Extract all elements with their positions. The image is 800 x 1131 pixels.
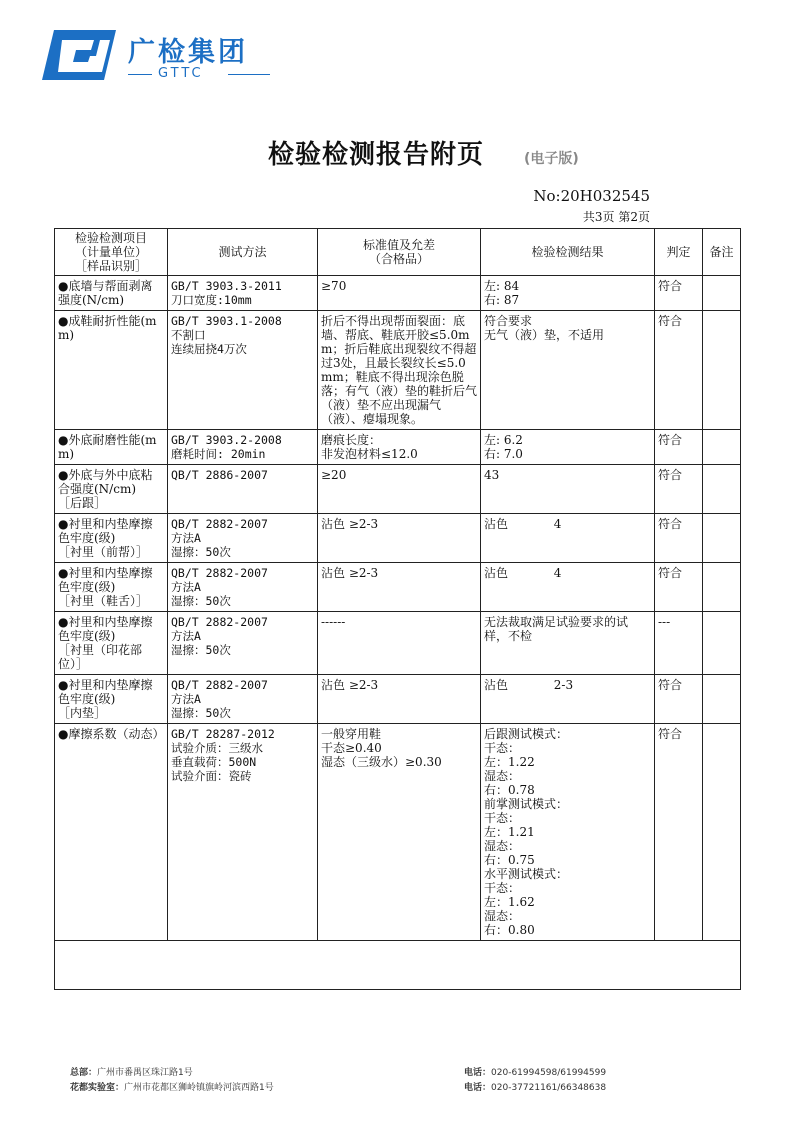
cell-judgement: 符合: [655, 276, 703, 311]
cell-item: ●外底耐磨性能(mm): [55, 430, 168, 465]
report-title: 检验检测报告附页: [267, 140, 484, 170]
cell-item: ●底墙与帮面剥离强度(N/cm): [55, 276, 168, 311]
cell-standard: 沾色 ≥2-3: [318, 563, 481, 612]
table-row: [55, 675, 741, 724]
table-row: [55, 311, 741, 430]
cell-standard: 一般穿用鞋 干态≥0.40 湿态（三级水）≥0.30: [318, 724, 481, 941]
footer-tel-2: 020-37721161/66348638: [491, 1083, 607, 1093]
header-remark: 备注: [703, 229, 741, 276]
cell-item: ●衬里和内垫摩擦色牢度(级) ［衬里（鞋舌）］: [55, 563, 168, 612]
cell-standard: ≥20: [318, 465, 481, 514]
cell-judgement: 符合: [655, 675, 703, 724]
cell-remark: [703, 675, 741, 724]
cell-remark: [703, 563, 741, 612]
table-row: [55, 276, 741, 311]
cell-standard: ≥70: [318, 276, 481, 311]
footer-lab-address: 广州市花都区狮岭镇旗岭河滨西路1号: [124, 1083, 274, 1093]
cell-result: 左: 6.2 右: 7.0: [481, 430, 655, 465]
logo-divider-right: [228, 74, 270, 75]
cell-remark: [703, 311, 741, 430]
table-row: [55, 563, 741, 612]
table-row: [55, 430, 741, 465]
table-body: [55, 276, 741, 990]
cell-judgement: 符合: [655, 724, 703, 941]
company-name-en-wrap: [128, 66, 270, 82]
header-standard: 标准值及允差 （合格品）: [318, 229, 481, 276]
cell-remark: [703, 612, 741, 675]
blank-cell: [55, 941, 741, 990]
footer-addresses: [70, 1066, 274, 1096]
footer-tel-1: 020-61994598/61994599: [491, 1068, 607, 1078]
header-result: 检验检测结果: [481, 229, 655, 276]
cell-method: QB/T 2882-2007 方法A 湿擦：50次: [168, 563, 318, 612]
page-info: 共3页 第2页: [582, 210, 650, 224]
cell-result: 43: [481, 465, 655, 514]
footer-hq-line: [70, 1066, 274, 1081]
footer-tel-line-1: [464, 1066, 606, 1081]
edition-label: (电子版): [524, 151, 579, 167]
report-number: No:20H032545: [533, 187, 650, 205]
table-row: [55, 465, 741, 514]
footer-lab-line: [70, 1081, 274, 1096]
header-judgement: 判定: [655, 229, 703, 276]
cell-remark: [703, 465, 741, 514]
cell-method: QB/T 2886-2007: [168, 465, 318, 514]
cell-method: QB/T 2882-2007 方法A 湿擦：50次: [168, 612, 318, 675]
header-method: 测试方法: [168, 229, 318, 276]
cell-result: 后跟测试模式： 干态： 左：1.22 湿态： 右：0.78 前掌测试模式： 干态： 左：1.21 湿态： 右：0.75 水平测试模式： 干态： 左：1.62 湿态： 右：0.80: [481, 724, 655, 941]
results-table: [54, 228, 741, 990]
cell-judgement: ---: [655, 612, 703, 675]
cell-method: GB/T 28287-2012 试验介质：三级水 垂直载荷：500N 试验介面：瓷砖: [168, 724, 318, 941]
cell-item: ●外底与外中底粘合强度(N/cm) ［后跟］: [55, 465, 168, 514]
table-header: [55, 229, 741, 276]
table-header-row: [55, 229, 741, 276]
gttc-logo-mark-icon: [40, 26, 118, 84]
cell-standard: 沾色 ≥2-3: [318, 514, 481, 563]
cell-standard: 磨痕长度： 非发泡材料≤12.0: [318, 430, 481, 465]
company-name-en: GTTC: [158, 66, 204, 81]
cell-standard: 折后不得出现帮面裂面：底墙、帮底、鞋底开胶≤5.0mm；折后鞋底出现裂纹不得超过3处，且最长裂纹长≤5.0mm；鞋底不得出现涂色脱落；有气（液）垫的鞋折后气（液）垫不应出现漏气（液）、瘪塌现象。: [318, 311, 481, 430]
footer-tel-line-2: [464, 1081, 606, 1096]
table-row: [55, 612, 741, 675]
cell-judgement: 符合: [655, 311, 703, 430]
cell-remark: [703, 724, 741, 941]
cell-item: ●衬里和内垫摩擦色牢度(级) ［衬里（印花部位）］: [55, 612, 168, 675]
cell-method: GB/T 3903.3-2011 刀口宽度:10mm: [168, 276, 318, 311]
header-item: 检验检测项目 （计量单位） ［样品识别］: [55, 229, 168, 276]
footer-lab-label: 花都实验室：: [70, 1083, 125, 1093]
table-row: [55, 514, 741, 563]
cell-judgement: 符合: [655, 563, 703, 612]
cell-result: 沾色 4: [481, 563, 655, 612]
cell-item: ●衬里和内垫摩擦色牢度(级) ［衬里（前帮）］: [55, 514, 168, 563]
table-row: [55, 724, 741, 941]
footer-hq-address: 广州市番禺区珠江路1号: [97, 1068, 193, 1078]
cell-result: 符合要求 无气（液）垫，不适用: [481, 311, 655, 430]
cell-method: QB/T 2882-2007 方法A 湿擦：50次: [168, 675, 318, 724]
cell-item: ●摩擦系数（动态）: [55, 724, 168, 941]
cell-judgement: 符合: [655, 430, 703, 465]
company-logo: [40, 24, 270, 84]
cell-result: 沾色 2-3: [481, 675, 655, 724]
cell-judgement: 符合: [655, 514, 703, 563]
footer-tel-label-2: 电话：: [464, 1083, 492, 1093]
cell-remark: [703, 430, 741, 465]
logo-divider-left: [128, 74, 152, 75]
cell-method: GB/T 3903.2-2008 磨耗时间: 20min: [168, 430, 318, 465]
footer-phones: [464, 1066, 606, 1096]
cell-item: ●衬里和内垫摩擦色牢度(级) ［内垫］: [55, 675, 168, 724]
footer-tel-label-1: 电话：: [464, 1068, 492, 1078]
cell-standard: ------: [318, 612, 481, 675]
company-name-cn: 广检集团: [128, 37, 248, 68]
cell-standard: 沾色 ≥2-3: [318, 675, 481, 724]
cell-remark: [703, 514, 741, 563]
cell-method: GB/T 3903.1-2008 不割口 连续屈挠4万次: [168, 311, 318, 430]
cell-judgement: 符合: [655, 465, 703, 514]
table-blank-row: [55, 941, 741, 990]
cell-remark: [703, 276, 741, 311]
cell-result: 左: 84 右: 87: [481, 276, 655, 311]
cell-result: 无法裁取满足试验要求的试样，不检: [481, 612, 655, 675]
cell-method: QB/T 2882-2007 方法A 湿擦：50次: [168, 514, 318, 563]
footer-hq-label: 总部：: [70, 1068, 98, 1078]
cell-item: ●成鞋耐折性能(mm): [55, 311, 168, 430]
cell-result: 沾色 4: [481, 514, 655, 563]
